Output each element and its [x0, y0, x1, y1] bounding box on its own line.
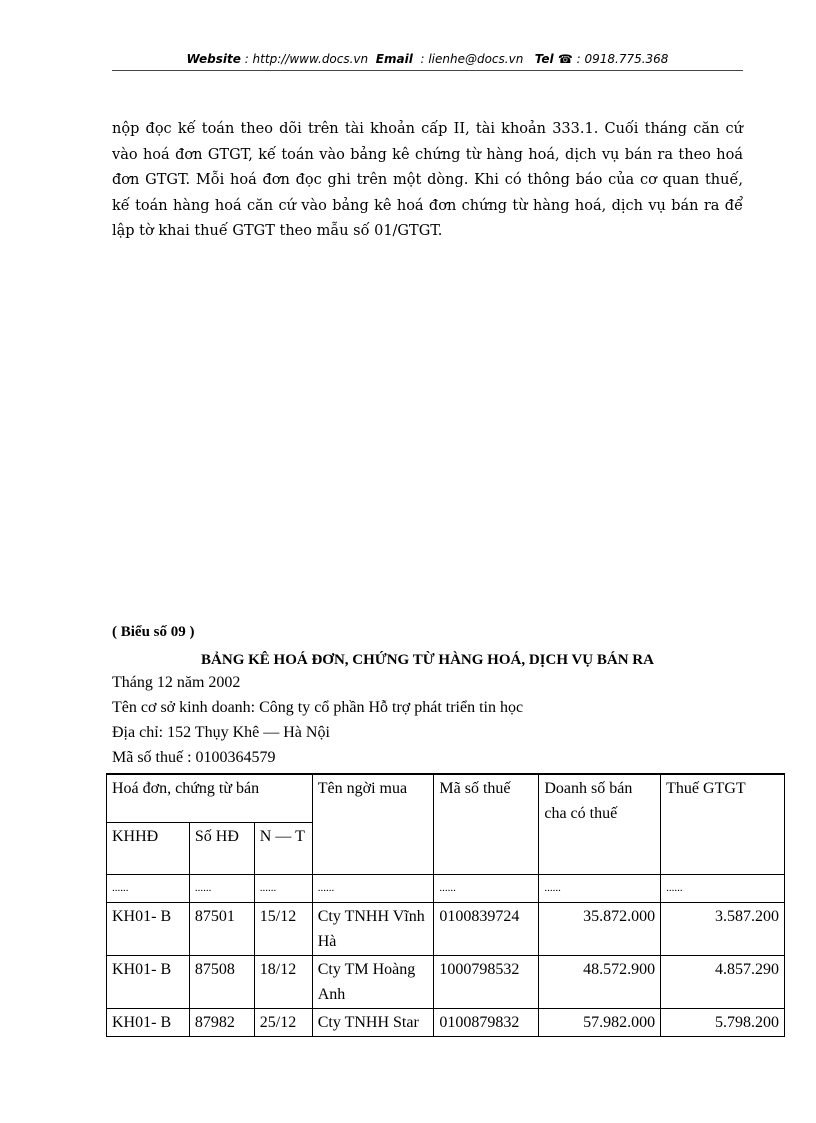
table-cell: ......	[539, 874, 661, 902]
group-header: Hoá đơn, chứng từ bán	[107, 774, 313, 822]
info-month: Tháng 12 năm 2002	[112, 674, 241, 691]
table-cell: Cty TNHH Star	[312, 1008, 434, 1036]
email-value: : lienhe@docs.vn	[420, 52, 524, 66]
placeholder-row	[107, 874, 785, 902]
header-revenue: Doanh số bán cha có thuế	[539, 774, 661, 874]
table-cell: 87501	[189, 902, 254, 955]
table-cell: 35.872.000	[539, 902, 661, 955]
table-cell: 0100879832	[434, 1008, 539, 1036]
invoice-table	[106, 773, 785, 1037]
table-cell: ......	[312, 874, 434, 902]
subheader-khhd: KHHĐ	[107, 822, 190, 874]
header-tax-code: Mã số thuế	[434, 774, 539, 874]
info-tax-code: Mã số thuế : 0100364579	[112, 749, 276, 766]
website-value: : http://www.docs.vn	[244, 52, 369, 66]
body-paragraph: nộp đọc kế toán theo dõi trên tài khoản cấp II, tài khoản 333.1. Cuối tháng căn cứ vào hoá đơn GTGT, kế toán vào bảng kê chứng từ hàng hoá, dịch vụ bán ra theo hoá đơn GTGT. Mỗi hoá đơn đọc ghi trên một dòng. Khi có thông báo của cơ quan thuế, kế toán hàng hoá căn cứ vào bảng kê hoá đơn chứng từ hàng hoá, dịch vụ bán ra để lập tờ khai thuế GTGT theo mẫu số 01/GTGT.	[112, 121, 743, 239]
table-cell: 87508	[189, 955, 254, 1008]
header-buyer: Tên ngời mua	[312, 774, 434, 874]
info-address: Địa chỉ: 152 Thụy Khê — Hà Nội	[112, 724, 330, 741]
subheader-date: N — T	[254, 822, 312, 874]
table-cell: 0100839724	[434, 902, 539, 955]
tel-label: Tel ☎	[534, 52, 573, 66]
page-header	[112, 50, 743, 71]
table-cell: 15/12	[254, 902, 312, 955]
table-cell: KH01- B	[107, 902, 190, 955]
table-cell: 18/12	[254, 955, 312, 1008]
table-cell: ......	[189, 874, 254, 902]
table-cell: 25/12	[254, 1008, 312, 1036]
subheader-so-hd: Số HĐ	[189, 822, 254, 874]
table-row	[107, 1008, 785, 1036]
table-row	[107, 955, 785, 1008]
table-cell: ......	[434, 874, 539, 902]
table-cell: 3.587.200	[661, 902, 785, 955]
table-cell: 48.572.900	[539, 955, 661, 1008]
table-cell: ......	[107, 874, 190, 902]
table-cell: 57.982.000	[539, 1008, 661, 1036]
tel-value: : 0918.775.368	[576, 52, 669, 66]
table-cell: 4.857.290	[661, 955, 785, 1008]
email-label: Email	[375, 52, 413, 66]
table-cell: KH01- B	[107, 1008, 190, 1036]
form-label: ( Biểu số 09 )	[112, 624, 195, 640]
table-row	[107, 902, 785, 955]
table-title: BẢNG KÊ HOÁ ĐƠN, CHỨNG TỪ HÀNG HOÁ, DỊCH VỤ BÁN RA	[201, 652, 654, 668]
table-cell: 1000798532	[434, 955, 539, 1008]
table-cell: ......	[661, 874, 785, 902]
header-vat: Thuế GTGT	[661, 774, 785, 874]
table-cell: 87982	[189, 1008, 254, 1036]
table-cell: KH01- B	[107, 955, 190, 1008]
table-cell: Cty TNHH Vĩnh Hà	[312, 902, 434, 955]
table-cell: Cty TM Hoàng Anh	[312, 955, 434, 1008]
website-label: Website	[186, 52, 241, 66]
table-cell: 5.798.200	[661, 1008, 785, 1036]
info-company: Tên cơ sở kinh doanh: Công ty cổ phần Hỗ trợ phát triển tin học	[112, 699, 524, 716]
table-cell: ......	[254, 874, 312, 902]
